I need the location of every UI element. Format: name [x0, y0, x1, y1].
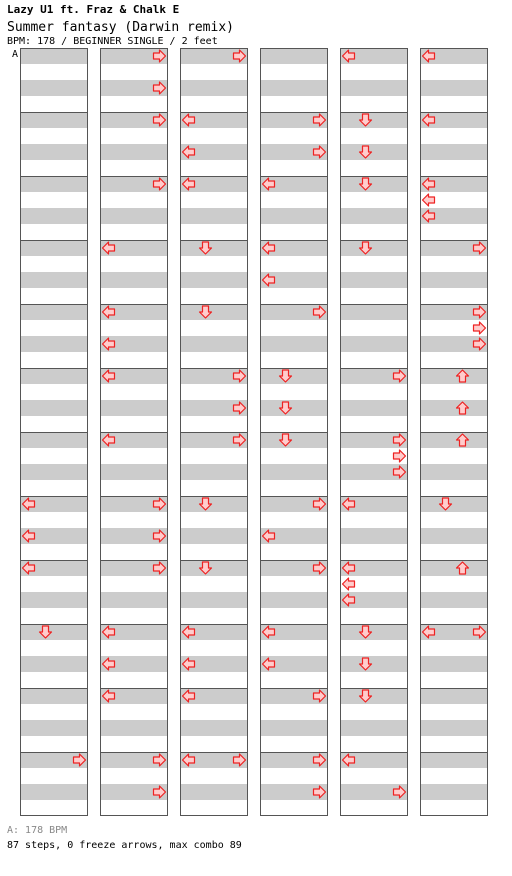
beat-stripe [420, 528, 488, 544]
beat-stripe [260, 336, 328, 352]
beat-stripe [420, 464, 488, 480]
beat-stripe [340, 304, 408, 320]
beat-stripe [340, 112, 408, 128]
beat-stripe [340, 80, 408, 96]
beat-stripe [20, 48, 88, 64]
beat-stripe [260, 80, 328, 96]
beat-stripe [20, 112, 88, 128]
beat-stripe [180, 336, 248, 352]
chart-column [340, 48, 408, 816]
beat-stripe [420, 144, 488, 160]
beat-stripe [20, 592, 88, 608]
beat-stripe [20, 656, 88, 672]
beat-stripe [20, 176, 88, 192]
beat-stripe [20, 240, 88, 256]
bpm-legend: A: 178 BPM [7, 825, 68, 836]
beat-stripe [20, 368, 88, 384]
chart-column [100, 48, 168, 816]
beat-stripe [260, 592, 328, 608]
beat-stripe [340, 272, 408, 288]
beat-stripe [100, 208, 168, 224]
beat-stripe [260, 208, 328, 224]
beat-stripe [340, 336, 408, 352]
beat-stripe [420, 80, 488, 96]
bpm-change-marker: A [12, 49, 19, 60]
beat-stripe [420, 688, 488, 704]
beat-stripe [20, 624, 88, 640]
beat-stripe [20, 432, 88, 448]
beat-stripe [260, 400, 328, 416]
beat-stripe [180, 272, 248, 288]
beat-stripe [260, 48, 328, 64]
beat-stripe [180, 208, 248, 224]
beat-stripe [20, 80, 88, 96]
chart-column [260, 48, 328, 816]
beat-stripe [20, 784, 88, 800]
beat-stripe [340, 624, 408, 640]
beat-stripe [20, 400, 88, 416]
beat-stripe [180, 528, 248, 544]
beat-stripe [20, 272, 88, 288]
beat-stripe [340, 720, 408, 736]
beat-stripe [420, 720, 488, 736]
beat-stripe [180, 240, 248, 256]
beat-stripe [420, 272, 488, 288]
beat-stripe [420, 656, 488, 672]
beat-stripe [340, 240, 408, 256]
beat-stripe [100, 144, 168, 160]
beat-stripe [20, 304, 88, 320]
beat-stripe [420, 560, 488, 576]
beat-stripe [180, 304, 248, 320]
beat-stripe [340, 400, 408, 416]
beat-stripe [420, 368, 488, 384]
beat-stripe [340, 176, 408, 192]
beat-stripe [20, 144, 88, 160]
song-artist: Lazy U1 ft. Fraz & Chalk E [7, 3, 180, 16]
beat-stripe [180, 560, 248, 576]
beat-stripe [260, 720, 328, 736]
beat-stripe [420, 432, 488, 448]
beat-stripe [260, 368, 328, 384]
chart-info: BPM: 178 / BEGINNER SINGLE / 2 feet [7, 36, 218, 47]
beat-stripe [420, 592, 488, 608]
beat-stripe [180, 80, 248, 96]
beat-stripe [100, 272, 168, 288]
beat-stripe [20, 720, 88, 736]
song-title: Summer fantasy (Darwin remix) [7, 20, 234, 35]
beat-stripe [340, 656, 408, 672]
chart-column [180, 48, 248, 816]
beat-stripe [340, 208, 408, 224]
beat-stripe [180, 496, 248, 512]
beat-stripe [420, 496, 488, 512]
beat-stripe [180, 720, 248, 736]
beat-stripe [420, 784, 488, 800]
beat-stripe [180, 592, 248, 608]
beat-stripe [260, 464, 328, 480]
beat-stripe [100, 720, 168, 736]
beat-stripe [20, 688, 88, 704]
beat-stripe [100, 464, 168, 480]
beat-stripe [420, 400, 488, 416]
step-stats: 87 steps, 0 freeze arrows, max combo 89 [7, 840, 242, 851]
beat-stripe [180, 784, 248, 800]
beat-stripe [100, 592, 168, 608]
beat-stripe [420, 752, 488, 768]
chart-column [420, 48, 488, 816]
chart-column [20, 48, 88, 816]
beat-stripe [340, 528, 408, 544]
beat-stripe [180, 464, 248, 480]
beat-stripe [20, 464, 88, 480]
beat-stripe [20, 208, 88, 224]
beat-stripe [340, 144, 408, 160]
beat-stripe [340, 688, 408, 704]
beat-stripe [260, 432, 328, 448]
beat-stripe [20, 336, 88, 352]
beat-stripe [100, 400, 168, 416]
